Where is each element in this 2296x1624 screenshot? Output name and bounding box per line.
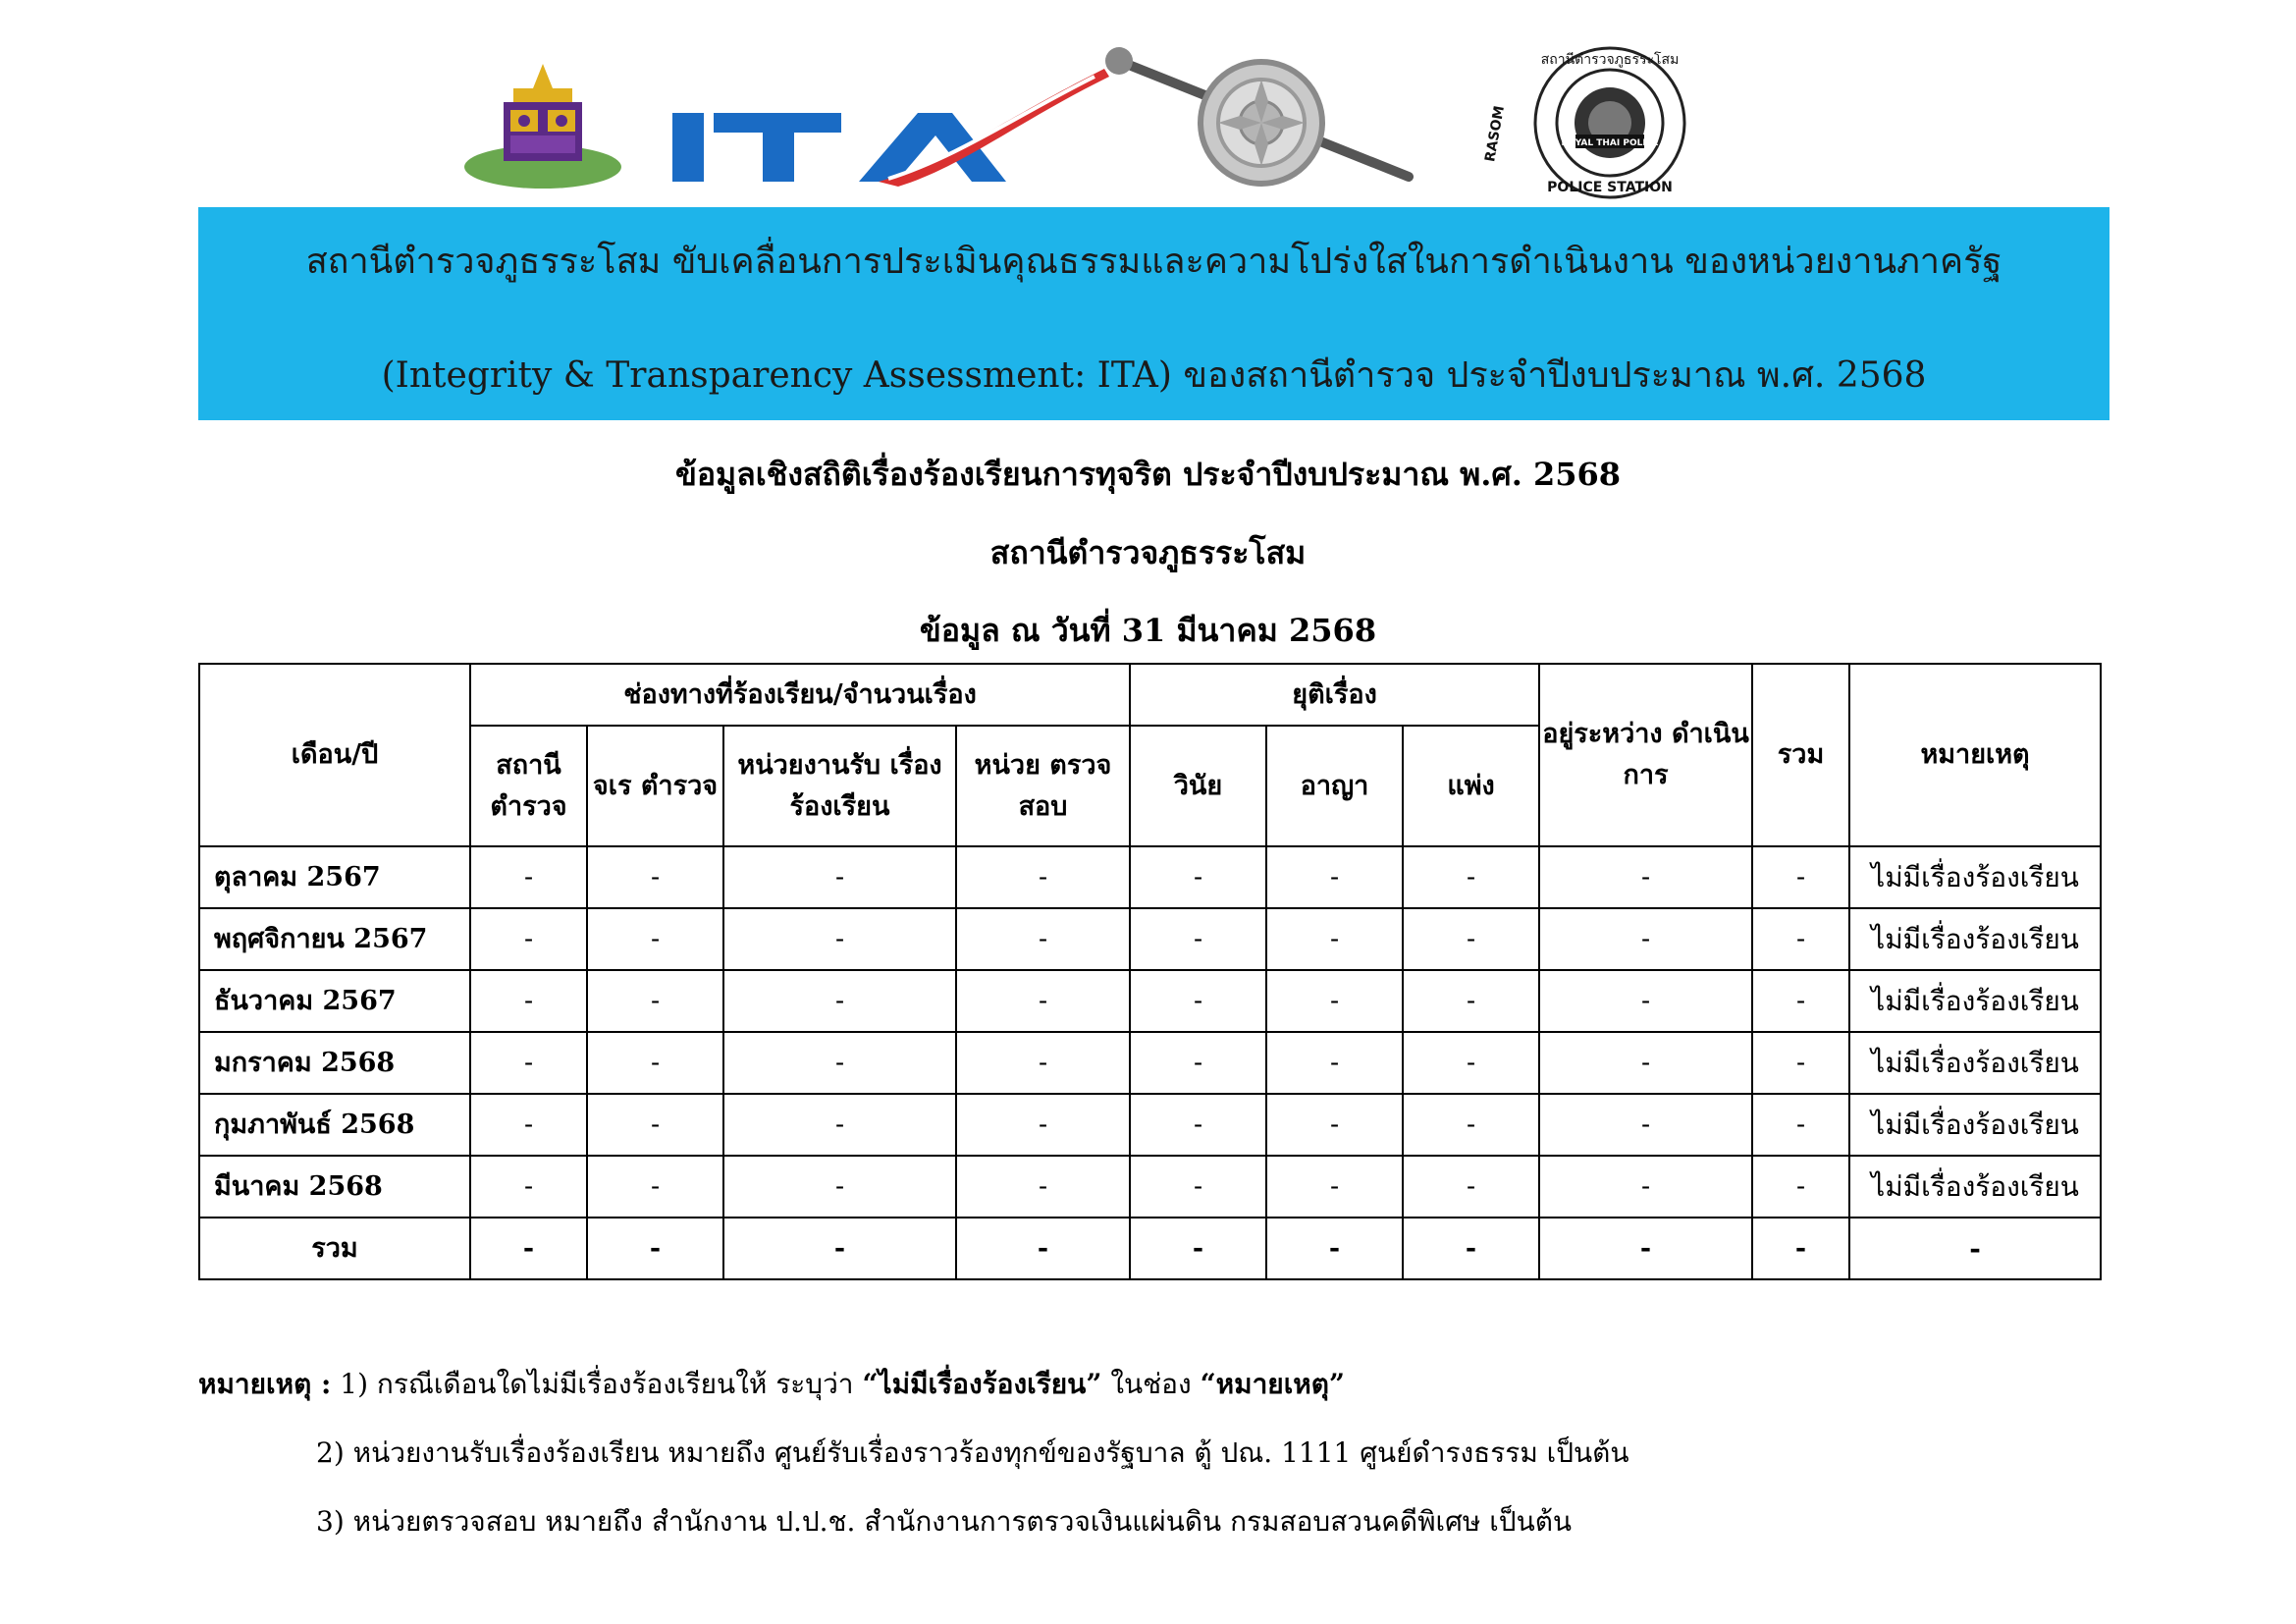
value-cell: - [1266, 1032, 1403, 1094]
header-channels: ช่องทางที่ร้องเรียน/จำนวนเรื่อง [470, 664, 1130, 726]
value-cell: - [1752, 908, 1849, 970]
value-cell: - [723, 1032, 956, 1094]
ita-logo [672, 69, 1114, 191]
note-cell: - [1849, 1218, 2101, 1279]
table-body [199, 846, 2101, 1279]
value-cell: - [470, 1032, 587, 1094]
value-cell: - [723, 846, 956, 908]
value-cell: - [956, 1094, 1130, 1156]
note-cell: ไม่มีเรื่องร้องเรียน [1849, 1032, 2101, 1094]
table-row [199, 1094, 2101, 1156]
value-cell: - [470, 908, 587, 970]
value-cell: - [723, 1156, 956, 1218]
value-cell: - [1752, 1032, 1849, 1094]
value-cell: - [1539, 1094, 1752, 1156]
value-cell: - [1403, 908, 1539, 970]
svg-text:ROYAL THAI POLICE: ROYAL THAI POLICE [1561, 138, 1659, 148]
value-cell: - [1130, 1094, 1266, 1156]
header-civil: แพ่ง [1403, 726, 1539, 846]
value-cell: - [956, 1218, 1130, 1279]
value-cell: - [956, 970, 1130, 1032]
footnote-3: 3) หน่วยตรวจสอบ หมายถึง สำนักงาน ป.ป.ช. สำนักงานการตรวจเงินแผ่นดิน กรมสอบสวนคดีพิเศษ เป็นต้น [316, 1505, 1573, 1538]
value-cell: - [587, 1156, 723, 1218]
value-cell: - [1130, 1218, 1266, 1279]
value-cell: - [587, 1032, 723, 1094]
value-cell: - [1403, 846, 1539, 908]
header-criminal: อาญา [1266, 726, 1403, 846]
value-cell: - [956, 908, 1130, 970]
value-cell: - [1752, 1094, 1849, 1156]
report-title: ข้อมูลเชิงสถิติเรื่องร้องเรียนการทุจริต ประจำปีงบประมาณ พ.ศ. 2568 [674, 456, 1622, 493]
value-cell: - [470, 1218, 587, 1279]
value-cell: - [956, 846, 1130, 908]
value-cell: - [1752, 1156, 1849, 1218]
value-cell: - [1130, 908, 1266, 970]
banner-title-line-1: สถานีตำรวจภูธรระโสม ขับเคลื่อนการประเมินคุณธรรมและความโปร่งใสในการดำเนินงาน ของหน่วยงานภาครัฐ [305, 242, 2002, 282]
value-cell: - [587, 908, 723, 970]
value-cell: - [1539, 1032, 1752, 1094]
month-cell: ธันวาคม 2567 [199, 970, 470, 1032]
value-cell: - [956, 1032, 1130, 1094]
table-row [199, 1156, 2101, 1218]
government-crest-logo [459, 59, 626, 196]
value-cell: - [1403, 1094, 1539, 1156]
value-cell: - [1539, 908, 1752, 970]
month-cell: ตุลาคม 2567 [199, 846, 470, 908]
value-cell: - [1130, 1156, 1266, 1218]
footnote-1: หมายเหตุ : 1) กรณีเดือนใดไม่มีเรื่องร้องเรียนให้ ระบุว่า “ไม่มีเรื่องร้องเรียน” ในช่อง “หมายเหตุ” [198, 1368, 1346, 1400]
value-cell: - [1403, 970, 1539, 1032]
value-cell: - [1266, 1156, 1403, 1218]
note-cell: ไม่มีเรื่องร้องเรียน [1849, 846, 2101, 908]
table-row [199, 1032, 2101, 1094]
table-row [199, 908, 2101, 970]
note-cell: ไม่มีเรื่องร้องเรียน [1849, 1094, 2101, 1156]
note-cell: ไม่มีเรื่องร้องเรียน [1849, 1156, 2101, 1218]
value-cell: - [1130, 846, 1266, 908]
svg-text:POLICE STATION: POLICE STATION [1547, 180, 1673, 195]
value-cell: - [1539, 1156, 1752, 1218]
header-resolved: ยุติเรื่อง [1130, 664, 1539, 726]
banner-title-line-2: (Integrity & Transparency Assessment: ITA) ของสถานีตำรวจ ประจำปีงบประมาณ พ.ศ. 2568 [381, 355, 1927, 396]
month-cell: พฤศจิกายน 2567 [199, 908, 470, 970]
value-cell: - [956, 1156, 1130, 1218]
value-cell: - [1266, 908, 1403, 970]
value-cell: - [1266, 970, 1403, 1032]
header-month: เดือน/ปี [199, 664, 470, 846]
value-cell: - [587, 846, 723, 908]
value-cell: - [587, 1094, 723, 1156]
value-cell: - [723, 908, 956, 970]
header-audit-unit: หน่วย ตรวจสอบ [956, 726, 1130, 846]
logo-strip [0, 29, 2296, 201]
month-cell: กุมภาพันธ์ 2568 [199, 1094, 470, 1156]
value-cell: - [1539, 846, 1752, 908]
value-cell: - [1266, 846, 1403, 908]
value-cell: - [1752, 1218, 1849, 1279]
value-cell: - [1130, 1032, 1266, 1094]
title-banner [198, 207, 2109, 420]
table-total-row [199, 1218, 2101, 1279]
value-cell: - [723, 1094, 956, 1156]
note-cell: ไม่มีเรื่องร้องเรียน [1849, 908, 2101, 970]
value-cell: - [1266, 1218, 1403, 1279]
data-as-of-date: ข้อมูล ณ วันที่ 31 มีนาคม 2568 [919, 612, 1377, 649]
complaint-statistics-table [198, 663, 2102, 1280]
value-cell: - [470, 1156, 587, 1218]
value-cell: - [1266, 1094, 1403, 1156]
svg-text:สถานีตำรวจภูธรระโสม: สถานีตำรวจภูธรระโสม [1540, 52, 1680, 68]
header-note: หมายเหตุ [1849, 664, 2101, 846]
value-cell: - [723, 970, 956, 1032]
header-police-inspector: จเร ตำรวจ [587, 726, 723, 846]
value-cell: - [470, 1094, 587, 1156]
value-cell: - [1752, 970, 1849, 1032]
value-cell: - [723, 1218, 956, 1279]
month-cell: มีนาคม 2568 [199, 1156, 470, 1218]
table-row [199, 970, 2101, 1032]
value-cell: - [1130, 970, 1266, 1032]
table-row [199, 846, 2101, 908]
value-cell: - [1403, 1218, 1539, 1279]
value-cell: - [1752, 846, 1849, 908]
value-cell: - [470, 970, 587, 1032]
header-in-progress: อยู่ระหว่าง ดำเนินการ [1539, 664, 1752, 846]
value-cell: - [587, 970, 723, 1032]
value-cell: - [587, 1218, 723, 1279]
footnote-label: หมายเหตุ : [198, 1368, 332, 1400]
total-label-cell: รวม [199, 1218, 470, 1279]
header-total: รวม [1752, 664, 1849, 846]
footnote-2: 2) หน่วยงานรับเรื่องร้องเรียน หมายถึง ศูนย์รับเรื่องราวร้องทุกข์ของรัฐบาล ตู้ ปณ. 1111 ศูนย์ดำรงธรรม เป็นต้น [316, 1436, 1629, 1469]
month-cell: มกราคม 2568 [199, 1032, 470, 1094]
medallion-sword-logo [1099, 39, 1423, 201]
note-cell: ไม่มีเรื่องร้องเรียน [1849, 970, 2101, 1032]
value-cell: - [1403, 1156, 1539, 1218]
header-discipline: วินัย [1130, 726, 1266, 846]
header-police-station: สถานี ตำรวจ [470, 726, 587, 846]
value-cell: - [1539, 970, 1752, 1032]
header-complaint-unit: หน่วยงานรับ เรื่องร้องเรียน [723, 726, 956, 846]
value-cell: - [1403, 1032, 1539, 1094]
value-cell: - [1539, 1218, 1752, 1279]
police-station-seal-logo [1477, 44, 1742, 201]
value-cell: - [470, 846, 587, 908]
svg-text:RASOM: RASOM [1482, 104, 1508, 164]
station-name: สถานีตำรวจภูธรระโสม [989, 534, 1307, 571]
